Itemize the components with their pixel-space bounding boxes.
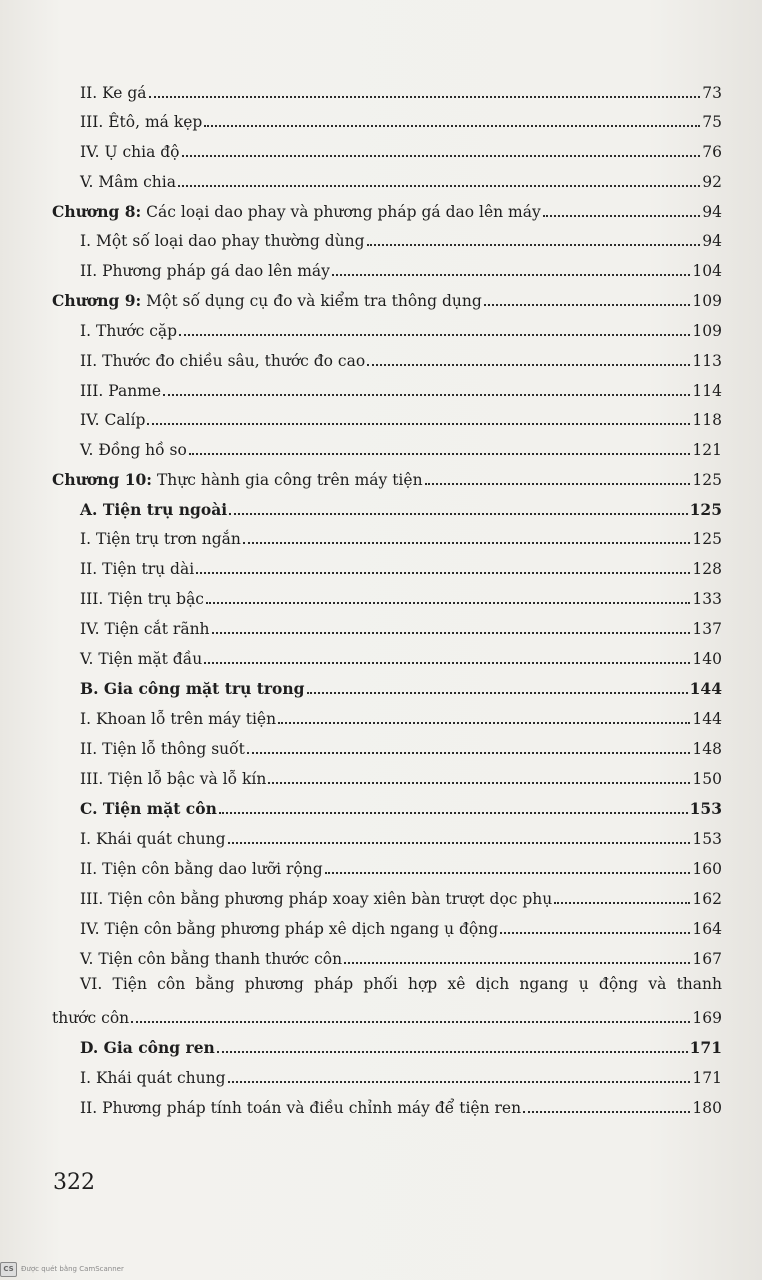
toc-entry	[80, 137, 722, 161]
dot-leader	[147, 423, 690, 425]
toc-entry-label: IV. Calíp	[80, 411, 146, 429]
dot-leader	[189, 453, 691, 455]
toc-entry-label: I. Khái quát chung	[80, 830, 226, 848]
toc-entry-label: II. Tiện côn bằng dao lưỡi rộng	[80, 860, 323, 878]
toc-entry	[80, 524, 722, 548]
toc-entry-page: 137	[692, 620, 722, 638]
toc-entry-first-line: VI. Tiện côn bằng phương pháp phối hợp xê dịch ngang ụ động và thanh	[80, 975, 722, 993]
toc-section-entry	[80, 1033, 722, 1057]
toc-entry	[80, 584, 722, 608]
toc-entry-page: 94	[702, 203, 722, 221]
scanner-watermark	[0, 1260, 124, 1278]
toc-entry-label: II. Phương pháp gá dao lên máy	[80, 262, 330, 280]
dot-leader	[344, 962, 690, 964]
toc-entry	[80, 554, 722, 578]
dot-leader	[554, 902, 690, 904]
toc-entry-page: 75	[702, 113, 722, 131]
toc-entry-label: I. Tiện trụ trơn ngắn	[80, 530, 241, 548]
toc-entry-page: 169	[692, 1009, 722, 1027]
toc-entry-page: 162	[692, 890, 722, 908]
toc-entry-page: 153	[692, 830, 722, 848]
toc-entry-page: 128	[692, 560, 722, 578]
toc-entry	[80, 944, 722, 968]
dot-leader	[217, 1051, 688, 1053]
toc-entry-page: 144	[689, 679, 722, 698]
dot-leader	[228, 1081, 691, 1083]
toc-entry	[80, 854, 722, 878]
toc-section-entry	[80, 794, 722, 818]
toc-entry-label: B. Gia công mặt trụ trong	[80, 679, 305, 698]
toc-entry-label: II. Tiện lỗ thông suốt	[80, 740, 245, 758]
toc-entry	[80, 764, 722, 788]
toc-entry-page: 109	[692, 292, 722, 310]
toc-chapter-entry	[52, 286, 722, 310]
toc-entry-page: 153	[689, 799, 722, 818]
chapter-title: Một số dụng cụ đo và kiểm tra thông dụng	[141, 292, 482, 310]
toc-entry-page: 150	[692, 770, 722, 788]
dot-leader	[500, 932, 690, 934]
toc-entry-label: III. Tiện côn bằng phương pháp xoay xiên bàn trượt dọc phụ	[80, 890, 553, 908]
toc-entry-page: 140	[692, 650, 722, 668]
toc-entry-page: 76	[702, 143, 722, 161]
toc-entry-label: III. Tiện trụ bậc	[80, 590, 204, 608]
toc-entry-page: 109	[692, 322, 722, 340]
camscanner-logo-icon: CS	[0, 1262, 17, 1277]
toc-entry	[80, 1063, 722, 1087]
toc-entry-label: III. Tiện lỗ bậc và lỗ kín	[80, 770, 267, 788]
toc-entry	[80, 884, 722, 908]
toc-entry	[80, 256, 722, 280]
toc-section-entry	[80, 674, 722, 698]
dot-leader	[179, 334, 690, 336]
toc-entry	[80, 167, 722, 191]
dot-leader	[204, 662, 690, 664]
dot-leader	[163, 394, 690, 396]
dot-leader	[206, 602, 690, 604]
chapter-title: Các loại dao phay và phương pháp gá dao lên máy	[141, 203, 541, 221]
toc-entry	[80, 78, 722, 102]
dot-leader	[278, 722, 690, 724]
toc-entry-label: I. Thước cặp	[80, 322, 178, 340]
toc-entry-page: 114	[692, 382, 722, 400]
toc-entry-label	[52, 471, 423, 489]
dot-leader	[247, 752, 691, 754]
toc-entry-page: 73	[702, 84, 722, 102]
dot-leader	[523, 1111, 690, 1113]
dot-leader	[131, 1021, 690, 1023]
toc-entry-label: II. Ke gá	[80, 84, 147, 102]
toc-section-entry	[80, 495, 722, 519]
toc-entry-label: II. Tiện trụ dài	[80, 560, 195, 578]
toc-entry-label: IV. Tiện cắt rãnh	[80, 620, 210, 638]
scanner-text: Được quét bằng CamScanner	[21, 1265, 124, 1273]
chapter-prefix: Chương 9:	[52, 291, 142, 310]
toc-entry	[80, 435, 722, 459]
toc-entry-label: I. Khái quát chung	[80, 1069, 226, 1087]
dot-leader	[425, 483, 691, 485]
toc-entry-label: IV. Tiện côn bằng phương pháp xê dịch ngang ụ động	[80, 920, 499, 938]
dot-leader	[307, 692, 688, 694]
toc-entry-label: III. Panme	[80, 382, 162, 400]
toc-entry-page: 125	[689, 500, 722, 519]
dot-leader	[484, 304, 691, 306]
dot-leader	[228, 842, 691, 844]
toc-entry-page: 118	[692, 411, 722, 429]
toc-entry-label: thước côn	[52, 1009, 130, 1027]
dot-leader	[367, 364, 690, 366]
chapter-prefix: Chương 8:	[52, 202, 142, 221]
toc-entry-label: C. Tiện mặt côn	[80, 799, 217, 818]
toc-entry-page: 94	[702, 232, 722, 250]
dot-leader	[212, 632, 691, 634]
toc-entry-label: A. Tiện trụ ngoài	[80, 500, 228, 519]
toc-entry-label: V. Tiện mặt đầu	[80, 650, 203, 668]
toc-entry-page: 160	[692, 860, 722, 878]
toc-entry	[80, 316, 722, 340]
toc-entry-continuation	[52, 1003, 722, 1027]
toc-entry-label: II. Thước đo chiều sâu, thước đo cao	[80, 352, 366, 370]
toc-entry-label: IV. Ụ chia độ	[80, 143, 180, 161]
toc-entry	[80, 704, 722, 728]
toc-entry-label: V. Mâm chia	[80, 173, 176, 191]
dot-leader	[219, 812, 688, 814]
toc-entry-label: D. Gia công ren	[80, 1038, 215, 1057]
dot-leader	[367, 244, 701, 246]
toc-entry-page: 92	[702, 173, 722, 191]
dot-leader	[268, 782, 690, 784]
toc-entry-page: 148	[692, 740, 722, 758]
toc-entry-page: 164	[692, 920, 722, 938]
toc-entry-page: 133	[692, 590, 722, 608]
toc-entry	[80, 107, 722, 131]
toc-entry-label: II. Phương pháp tính toán và điều chỉnh máy để tiện ren	[80, 1099, 522, 1117]
toc-entry-label: I. Khoan lỗ trên máy tiện	[80, 710, 277, 728]
toc-entry-label: V. Tiện côn bằng thanh thước côn	[80, 950, 343, 968]
toc-entry-label	[52, 292, 482, 310]
toc-entry	[80, 376, 722, 400]
toc-entry	[80, 1093, 722, 1117]
dot-leader	[196, 572, 690, 574]
dot-leader	[178, 185, 700, 187]
toc-entry-page: 171	[692, 1069, 722, 1087]
dot-leader	[204, 125, 700, 127]
toc-chapter-entry	[52, 197, 722, 221]
toc-entry-page: 167	[692, 950, 722, 968]
toc-entry	[80, 824, 722, 848]
dot-leader	[229, 513, 688, 515]
toc-entry	[80, 734, 722, 758]
toc-entry	[80, 614, 722, 638]
toc-entry-page: 180	[692, 1099, 722, 1117]
dot-leader	[325, 872, 691, 874]
toc-entry-page: 121	[692, 441, 722, 459]
toc-entry	[80, 226, 722, 250]
toc-entry-page: 113	[692, 352, 722, 370]
dot-leader	[332, 274, 691, 276]
toc-entry-label	[52, 203, 541, 221]
toc-chapter-entry	[52, 465, 722, 489]
dot-leader	[243, 542, 690, 544]
toc-entry-label: I. Một số loại dao phay thường dùng	[80, 232, 365, 250]
toc-entry-label: V. Đồng hồ so	[80, 441, 187, 459]
dot-leader	[149, 96, 701, 98]
toc-entry-page: 125	[692, 471, 722, 489]
dot-leader	[543, 215, 701, 217]
toc-entry-page: 171	[689, 1038, 722, 1057]
toc-entry	[80, 405, 722, 429]
toc-entry	[80, 644, 722, 668]
toc-entry	[80, 346, 722, 370]
toc-entry	[80, 914, 722, 938]
page-number: 322	[53, 1170, 95, 1195]
toc-entry-page: 104	[692, 262, 722, 280]
toc-entry-label: III. Êtô, má kẹp	[80, 113, 203, 131]
dot-leader	[182, 155, 701, 157]
toc-entry-page: 125	[692, 530, 722, 548]
chapter-prefix: Chương 10:	[52, 470, 153, 489]
chapter-title: Thực hành gia công trên máy tiện	[152, 471, 423, 489]
toc-entry-page: 144	[692, 710, 722, 728]
